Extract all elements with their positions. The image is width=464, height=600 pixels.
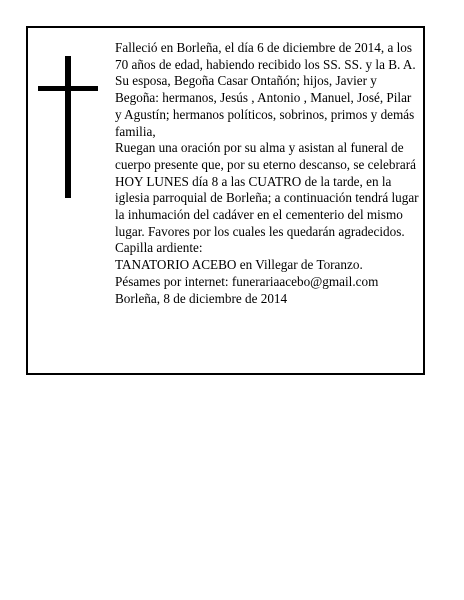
- obituary-notice-frame: [26, 26, 425, 375]
- condolences-email: Pésames por internet: funerariaacebo@gmail.com: [115, 273, 379, 289]
- family-members: Su esposa, Begoña Casar Ontañón; hijos, Javier y Begoña: hermanos, Jesús , Antonio , Manuel, José, Pilar y Agustín; hermanos políticos, sobrinos, primos y demás familia,: [115, 73, 415, 139]
- obituary-text: [115, 40, 420, 307]
- funeral-home: TANATORIO ACEBO en Villegar de Toranzo.: [115, 257, 363, 273]
- cross-vertical-bar: [65, 56, 71, 198]
- latin-cross-icon: [38, 56, 98, 198]
- death-announcement: Falleció en Borleña, el día 6 de diciembre de 2014, a los 70 años de edad, habiendo recibido los SS. SS. y la B. A.: [115, 40, 416, 72]
- cross-horizontal-bar: [38, 86, 98, 91]
- funeral-details: Ruegan una oración por su alma y asistan al funeral de cuerpo presente que, por su eterno descanso, se celebrará HOY LUNES día 8 a las CUATRO de la tarde, en la iglesia parroquial de Borleña; a continuación tendrá lugar la inhumación del cadáver en el cementerio del mismo lugar. Favores por los cuales les quedarán agradecidos. Capilla ardiente:: [115, 140, 419, 256]
- place-and-date: Borleña, 8 de diciembre de 2014: [115, 290, 288, 306]
